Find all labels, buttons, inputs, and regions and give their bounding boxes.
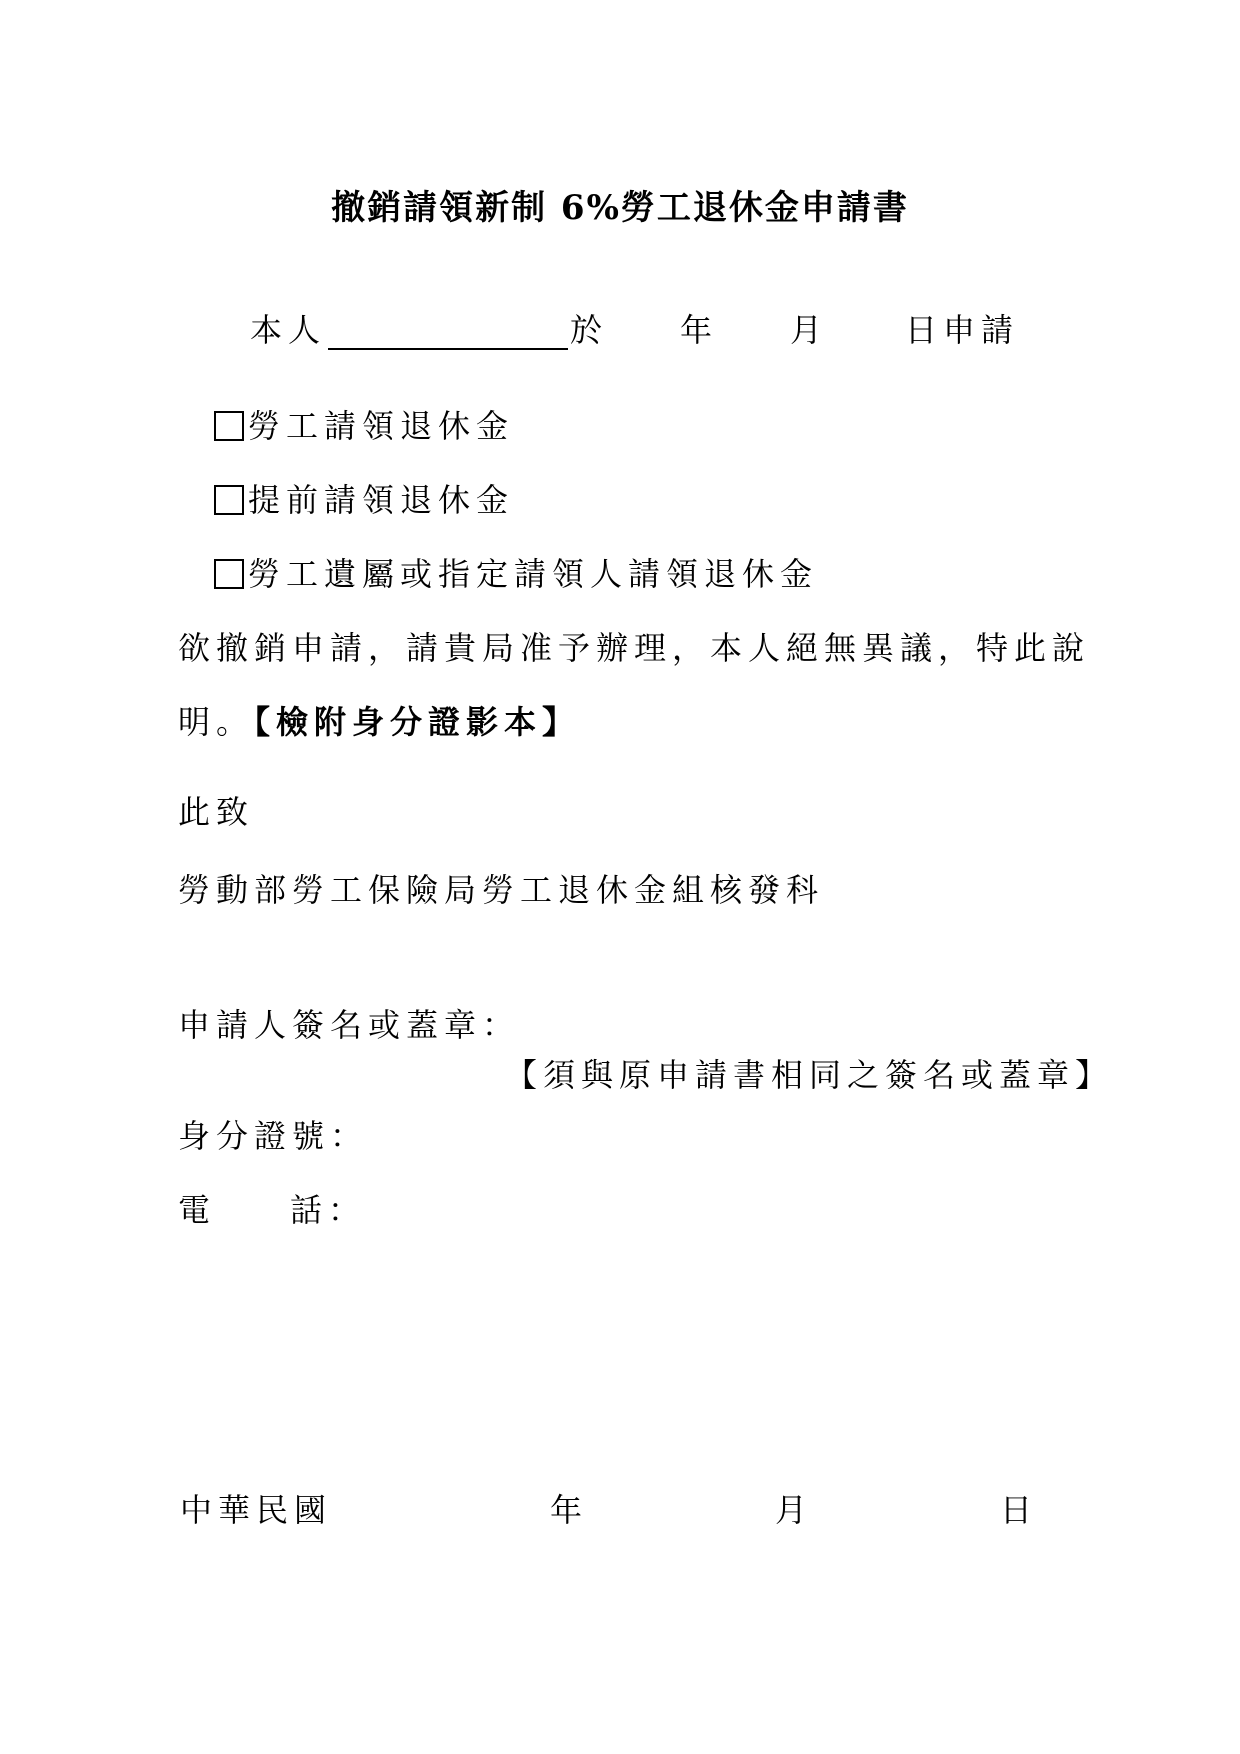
apply-month-label: 月 (790, 311, 829, 349)
recipient: 勞動部勞工保險局勞工退休金組核發科 (178, 871, 825, 909)
option-label: 勞工遺屬或指定請領人請領退休金 (248, 555, 819, 593)
date-month: 月 (775, 1491, 814, 1529)
attachment-note: 【檢附身分證影本】 (254, 703, 581, 741)
signature-label: 申請人簽名或蓋章： (178, 1006, 521, 1044)
statement-line-2 (178, 702, 580, 742)
applicant-name-field[interactable] (328, 316, 568, 350)
salutation: 此致 (178, 793, 255, 831)
applicant-at: 於 (570, 311, 609, 349)
option-retirement-claim-checkbox[interactable] (214, 411, 244, 441)
date-year: 年 (550, 1491, 589, 1529)
apply-year-label: 年 (680, 311, 719, 349)
id-number-label: 身分證號： (178, 1117, 369, 1155)
phone-label-char1: 電 (178, 1191, 217, 1229)
statement-line-1: 欲撤銷申請，請貴局准予辦理，本人絕無異議，特此說 (178, 629, 1091, 667)
statement-line-2-plain: 明。 (178, 703, 255, 741)
applicant-prefix: 本人 (250, 311, 327, 349)
date-day: 日 (1000, 1491, 1039, 1529)
option-survivor-claim-checkbox[interactable] (214, 559, 244, 589)
signature-note: 【須與原申請書相同之簽名或蓋章】 (505, 1056, 1114, 1094)
option-early-claim (214, 480, 514, 520)
phone-label-char2: 話： (290, 1191, 367, 1229)
apply-day-label: 日申請 (905, 311, 1020, 349)
option-retirement-claim (214, 406, 514, 446)
option-early-claim-checkbox[interactable] (214, 485, 244, 515)
applicant-line (250, 310, 608, 350)
option-survivor-claim (214, 554, 818, 594)
document-title: 撤銷請領新制 6%勞工退休金申請書 (331, 188, 909, 228)
option-label: 提前請領退休金 (248, 481, 515, 519)
date-era: 中華民國 (180, 1491, 333, 1529)
option-label: 勞工請領退休金 (248, 407, 515, 445)
